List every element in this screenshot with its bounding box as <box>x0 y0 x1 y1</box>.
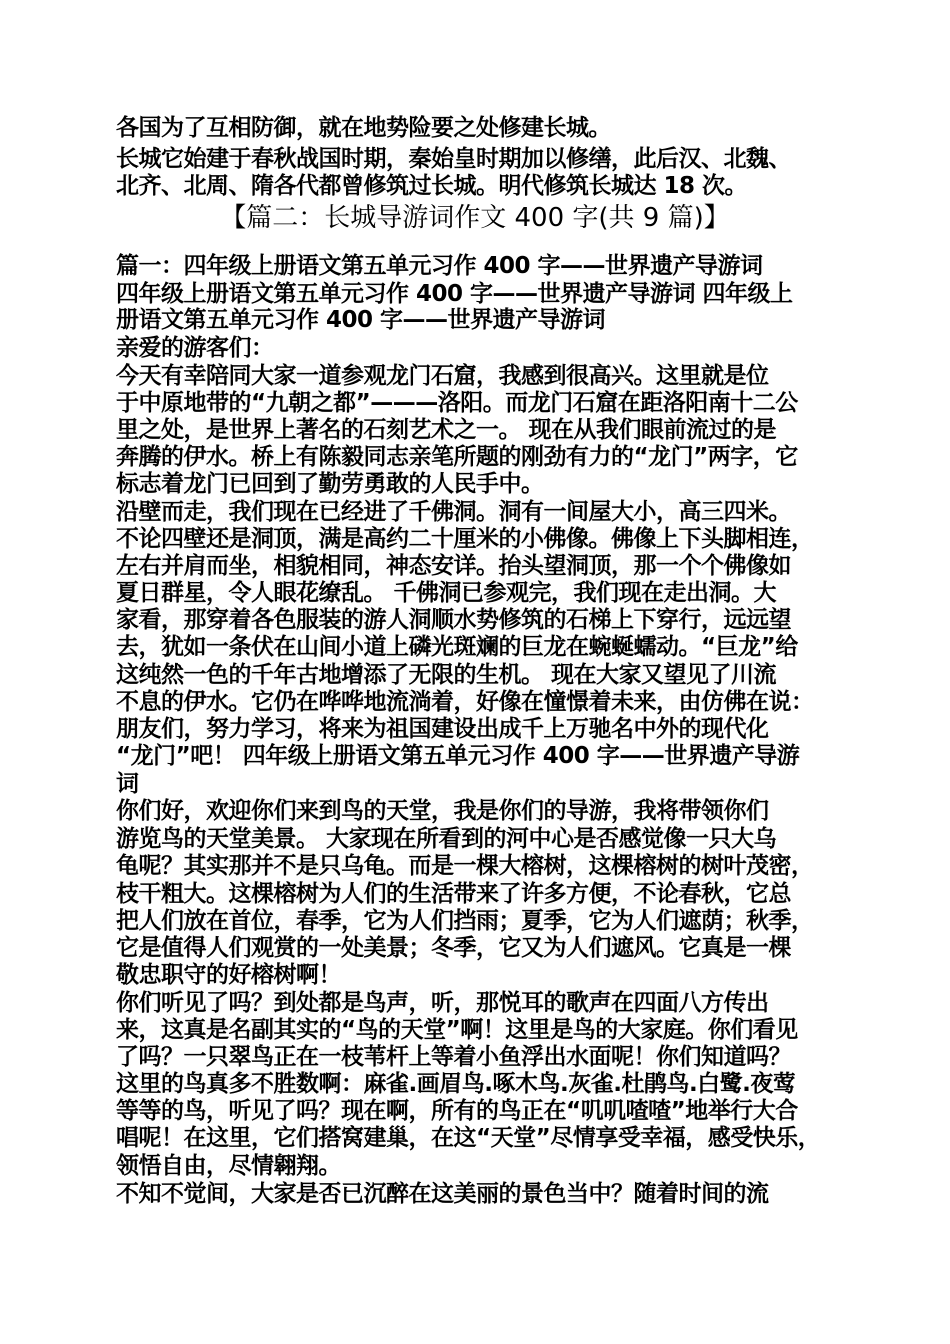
body-line: 你们听见了吗？到处都是鸟声，听，那悦耳的歌声在四面八方传出 <box>116 990 769 1016</box>
body-line: 了吗？一只翠鸟正在一枝苇杆上等着小鱼浮出水面呢！你们知道吗？ <box>116 1044 791 1070</box>
body-line: 把人们放在首位，春季，它为人们挡雨；夏季，它为人们遮荫；秋季， <box>116 908 814 934</box>
body-line: 奔腾的伊水。桥上有陈毅同志亲笔所题的刚劲有力的“龙门”两字，它 <box>116 444 798 470</box>
body-line: 它是值得人们观赏的一处美景；冬季，它又为人们遮风。它真是一棵 <box>116 935 791 961</box>
body-line: 沿壁而走，我们现在已经进了千佛洞。洞有一间屋大小，高三四米。 <box>116 499 791 525</box>
body-line: 不知不觉间，大家是否已沉醉在这美丽的景色当中？随着时间的流 <box>116 1181 769 1207</box>
body-line: “龙门”吧！ 四年级上册语文第五单元习作 400 字——世界遗产导游 <box>116 743 800 769</box>
body-line: 词 <box>116 771 139 797</box>
body-line: 龟呢？其实那并不是只乌龟。而是一棵大榕树，这棵榕树的树叶茂密， <box>116 853 814 879</box>
body-line: 这里的鸟真多不胜数啊：麻雀.画眉鸟.啄木鸟.灰雀.杜鹃鸟.白鹭.夜莺 <box>116 1071 796 1097</box>
body-line: 篇一：四年级上册语文第五单元习作 400 字——世界遗产导游词 <box>116 253 763 279</box>
body-line: 朋友们，努力学习，将来为祖国建设出成千上万驰名中外的现代化 <box>116 716 769 742</box>
body-line: 里之处，是世界上著名的石刻艺术之一。 现在从我们眼前流过的是 <box>116 417 777 443</box>
body-line: 游览鸟的天堂美景。 大家现在所看到的河中心是否感觉像一只大乌 <box>116 826 777 852</box>
body-line: 亲爱的游客们： <box>116 335 274 361</box>
body-line: 唱呢！在这里，它们搭窝建巢，在这“天堂”尽情享受幸福，感受快乐， <box>116 1125 821 1151</box>
body-line: 于中原地带的“九朝之都”———洛阳。而龙门石窟在距洛阳南十二公 <box>116 390 798 416</box>
body-line: 册语文第五单元习作 400 字——世界遗产导游词 <box>116 307 606 333</box>
body-line: 夏日群星，令人眼花缭乱。 千佛洞已参观完，我们现在走出洞。大 <box>116 580 777 606</box>
body-line: 左右并肩而坐，相貌相同，神态安详。抬头望洞顶，那一个个佛像如 <box>116 553 791 579</box>
body-line: 家看，那穿着各色服装的游人洞顺水势修筑的石梯上下穿行，远远望 <box>116 607 791 633</box>
body-line: 四年级上册语文第五单元习作 400 字——世界遗产导游词 四年级上 <box>116 281 793 307</box>
intro-line: 长城它始建于春秋战国时期，秦始皇时期加以修缮，此后汉、北魏、 <box>116 146 791 172</box>
body-line: 领悟自由，尽情翱翔。 <box>116 1153 341 1179</box>
intro-line: 各国为了互相防御，就在地势险要之处修建长城。 <box>116 115 611 141</box>
body-line: 不论四壁还是洞顶，满是高约二十厘米的小佛像。佛像上下头脚相连， <box>116 526 814 552</box>
body-line: 枝干粗大。这棵榕树为人们的生活带来了许多方便，不论春秋，它总 <box>116 881 791 907</box>
section-heading: 【篇二：长城导游词作文 400 字(共 9 篇)】 <box>220 203 730 233</box>
body-line: 今天有幸陪同大家一道参观龙门石窟，我感到很高兴。这里就是位 <box>116 363 769 389</box>
intro-line: 北齐、北周、隋各代都曾修筑过长城。明代修筑长城达 18 次。 <box>116 173 748 199</box>
body-line: 标志着龙门已回到了勤劳勇敢的人民手中。 <box>116 471 544 497</box>
body-line: 你们好，欢迎你们来到鸟的天堂，我是你们的导游，我将带领你们 <box>116 798 769 824</box>
body-line: 去，犹如一条伏在山间小道上磷光斑斓的巨龙在蜿蜒蠕动。“巨龙”给 <box>116 634 798 660</box>
body-line: 敬忠职守的好榕树啊！ <box>116 962 341 988</box>
body-line: 等等的鸟，听见了吗？现在啊，所有的鸟正在“叽叽喳喳”地举行大合 <box>116 1098 798 1124</box>
body-line: 这纯然一色的千年古地增添了无限的生机。 现在大家又望见了川流 <box>116 662 777 688</box>
body-line: 来，这真是名副其实的“鸟的天堂”啊！这里是鸟的大家庭。你们看见 <box>116 1017 798 1043</box>
body-line: 不息的伊水。它仍在哗哗地流淌着，好像在憧憬着未来，由仿佛在说： <box>116 689 814 715</box>
